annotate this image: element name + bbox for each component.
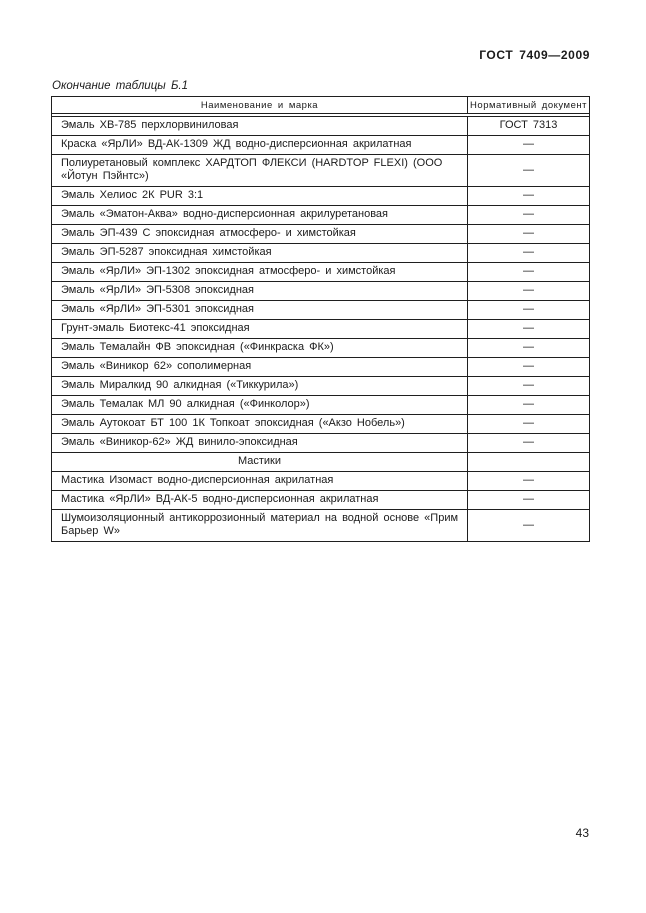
cell-name: Эмаль ЭП-5287 эпоксидная химстойкая <box>52 244 468 262</box>
col-header-document: Нормативный документ <box>470 99 587 111</box>
table-row <box>52 415 589 434</box>
cell-document: — <box>523 474 534 487</box>
col-header-name: Наименование и марка <box>52 97 468 113</box>
table-row <box>52 339 589 358</box>
materials-table <box>51 96 590 542</box>
cell-document: — <box>523 208 534 221</box>
cell-name: Эмаль «ЯрЛИ» ЭП-1302 эпоксидная атмосферо- и химстойкая <box>52 263 468 281</box>
cell-document: — <box>523 493 534 506</box>
cell-name: Эмаль ЭП-439 С эпоксидная атмосферо- и химстойкая <box>52 225 468 243</box>
table-row <box>52 434 589 453</box>
cell-name: Мастики <box>52 453 468 471</box>
cell-name: Эмаль Аутокоат БТ 100 1К Топкоат эпоксидная («Акзо Нобель») <box>52 415 468 433</box>
table-row <box>52 263 589 282</box>
table-row <box>52 187 589 206</box>
cell-name: Эмаль «Эматон-Аква» водно-дисперсионная акрилуретановая <box>52 206 468 224</box>
cell-document: — <box>523 303 534 316</box>
cell-document: — <box>523 379 534 392</box>
cell-document: — <box>523 246 534 259</box>
section-header-row <box>52 453 589 472</box>
table-row <box>52 301 589 320</box>
table-row <box>52 510 589 541</box>
cell-document: — <box>523 227 534 240</box>
cell-name: Эмаль «Виникор-62» ЖД винило-эпоксидная <box>52 434 468 452</box>
table-caption: Окончание таблицы Б.1 <box>52 80 189 92</box>
cell-document: — <box>523 398 534 411</box>
table-row <box>52 320 589 339</box>
cell-name: Эмаль «ЯрЛИ» ЭП-5308 эпоксидная <box>52 282 468 300</box>
table-row <box>52 358 589 377</box>
table-row <box>52 136 589 155</box>
table-row <box>52 282 589 301</box>
cell-name: Грунт-эмаль Биотекс-41 эпоксидная <box>52 320 468 338</box>
cell-document: — <box>523 189 534 202</box>
cell-name: Эмаль Миралкид 90 алкидная («Тиккурила») <box>52 377 468 395</box>
table-row <box>52 472 589 491</box>
cell-document: — <box>523 417 534 430</box>
cell-document: — <box>523 341 534 354</box>
table-header-row <box>52 97 589 117</box>
cell-name: Эмаль Темалайн ФВ эпоксидная («Финкраска ФК») <box>52 339 468 357</box>
cell-name: Эмаль ХВ-785 перхлорвиниловая <box>52 117 468 135</box>
cell-document <box>468 453 589 471</box>
cell-name: Полиуретановый комплекс ХАРДТОП ФЛЕКСИ (HARDTOP FLEXI) (ООО «Йотун Пэйнтс») <box>52 155 468 186</box>
table-row <box>52 155 589 187</box>
cell-name: Эмаль «Виникор 62» сополимерная <box>52 358 468 376</box>
doc-code: ГОСТ 7409—2009 <box>479 48 590 62</box>
cell-document: — <box>523 265 534 278</box>
table-row <box>52 396 589 415</box>
cell-document: — <box>523 322 534 335</box>
cell-document: — <box>523 436 534 449</box>
cell-name: Эмаль «ЯрЛИ» ЭП-5301 эпоксидная <box>52 301 468 319</box>
page-number: 43 <box>575 826 589 840</box>
cell-name: Шумоизоляционный антикоррозионный материал на водной основе «Прим Барьер W» <box>52 510 468 541</box>
table-row <box>52 117 589 136</box>
cell-document: — <box>523 138 534 151</box>
table-body <box>52 117 589 541</box>
cell-name: Эмаль Темалак МЛ 90 алкидная («Финколор») <box>52 396 468 414</box>
cell-name: Краска «ЯрЛИ» ВД-АК-1309 ЖД водно-дисперсионная акрилатная <box>52 136 468 154</box>
cell-name: Эмаль Хелиос 2К PUR 3:1 <box>52 187 468 205</box>
table-row <box>52 491 589 510</box>
cell-document: — <box>523 284 534 297</box>
table-row <box>52 244 589 263</box>
table-row <box>52 225 589 244</box>
cell-document: — <box>523 163 534 176</box>
cell-name: Мастика Изомаст водно-дисперсионная акрилатная <box>52 472 468 490</box>
cell-document: ГОСТ 7313 <box>499 119 558 132</box>
cell-document: — <box>523 360 534 373</box>
cell-name: Мастика «ЯрЛИ» ВД-АК-5 водно-дисперсионная акрилатная <box>52 491 468 509</box>
cell-document: — <box>523 518 534 531</box>
table-row <box>52 377 589 396</box>
table-row <box>52 206 589 225</box>
